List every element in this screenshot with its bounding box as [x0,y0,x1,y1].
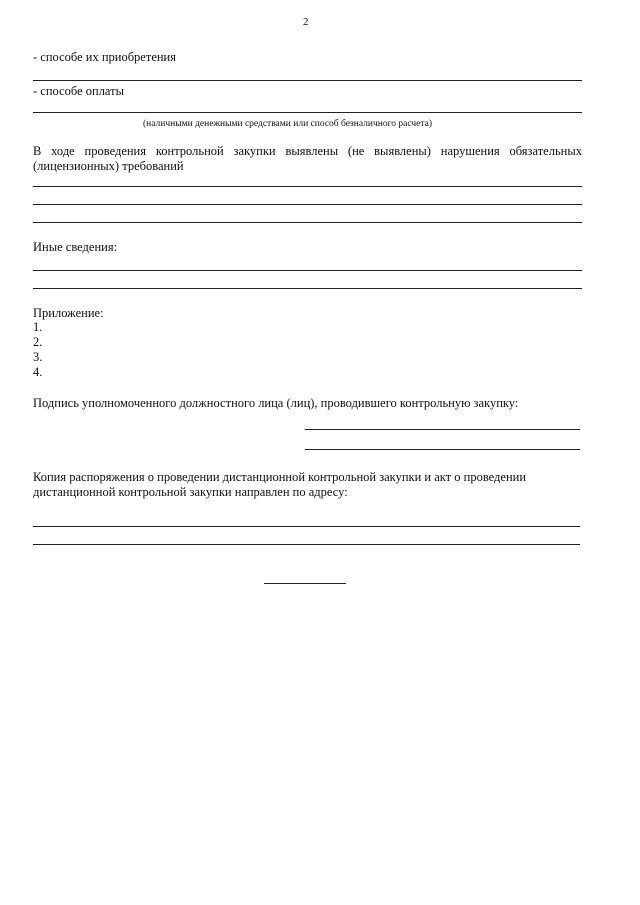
appendix-item: 4. [33,365,43,379]
violations-line-1 [33,186,582,187]
page-number: 2 [303,16,309,28]
violations-line-3 [33,222,582,223]
appendix-title: Приложение: [33,306,104,320]
appendix-item: 2. [33,335,43,349]
other-info-label: Иные сведения: [33,240,118,254]
payment-method-line [33,112,582,113]
payment-method-label: - способе оплаты [33,84,125,98]
payment-method-caption: (наличными денежными средствами или способ безналичного расчета) [143,119,433,129]
acquisition-method-line [33,80,582,81]
signature-label: Подпись уполномоченного должностного лица (лиц), проводившего контрольную закупку: [33,396,519,410]
signature-line-1 [305,429,580,430]
appendix-item: 3. [33,350,43,364]
violations-line-2 [33,204,582,205]
address-line-2 [33,544,580,545]
copy-text-line-2: дистанционной контрольной закупки направлен по адресу: [33,485,348,499]
acquisition-method-label: - способе их приобретения [33,50,176,64]
signature-line-2 [305,449,580,450]
violations-text: В ходе проведения контрольной закупки выявлены (не выявлены) нарушения обязательных (лицензионных) требований [33,144,582,173]
other-info-line-2 [33,288,582,289]
end-divider [264,583,346,584]
copy-text-line-1: Копия распоряжения о проведении дистанционной контрольной закупки и акт о проведении [33,470,527,484]
other-info-line-1 [33,270,582,271]
address-line-1 [33,526,580,527]
appendix-item: 1. [33,320,43,334]
